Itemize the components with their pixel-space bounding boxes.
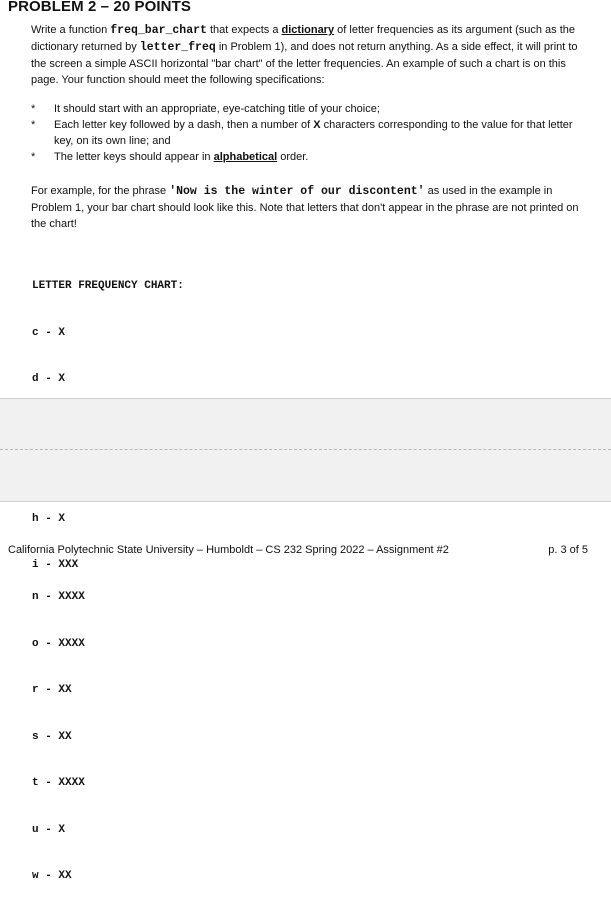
chart-line: h - X (32, 512, 66, 525)
page-footer (8, 543, 588, 557)
dictionary-term: dictionary (281, 24, 335, 36)
chart-line: c - X (32, 326, 66, 339)
chart-line: i - XXX (32, 559, 79, 571)
footer-course: California Polytechnic State University – Humboldt – CS 232 Spring 2022 – Assignment #2 (8, 544, 449, 556)
chart-line: t - XXXX (32, 777, 85, 789)
page-break (0, 398, 611, 502)
letter-freq-name: letter_freq (139, 41, 216, 54)
chart-title: LETTER FREQUENCY CHART: (32, 280, 184, 292)
chart-line: s - XX (32, 730, 72, 743)
chart-line: r - XX (32, 684, 72, 696)
chart-line: w - XX (32, 870, 72, 882)
function-name: freq_bar_chart (110, 24, 207, 37)
example-phrase: 'Now is the winter of our discontent' (169, 185, 425, 198)
list-item: * Each letter key followed by a dash, then a number of X characters corresponding to the value for that letter key, on its own line; and (31, 119, 573, 147)
chart-line: u - X (32, 823, 66, 836)
bullet-icon: * (31, 119, 36, 131)
chart-bottom (32, 559, 85, 900)
bullet-icon: * (31, 103, 36, 115)
bullet-icon: * (31, 151, 36, 163)
problem-title: PROBLEM 2 – 20 POINTS (8, 0, 191, 15)
list-item: * The letter keys should appear in alphabetical order. (31, 151, 309, 163)
list-item: * It should start with an appropriate, eye-catching title of your choice; (31, 103, 380, 115)
chart-line: n - XXXX (32, 591, 85, 603)
page-number: p. 3 of 5 (548, 544, 588, 556)
intro-paragraph: Write a function freq_bar_chart that expects a dictionary of letter frequencies as its argument (such as the dictionary returned by letter_freq in Problem 1), and does not return anything. As a side effect, it will print to the screen a simple ASCII horizontal "bar chart" of the letter frequencies. An example of such a chart is on this page. Your function should meet the following specifications: (31, 24, 578, 86)
page-divider (0, 449, 611, 450)
chart-line: d - X (32, 373, 66, 385)
spec-list (31, 101, 581, 165)
chart-line: o - XXXX (32, 637, 85, 650)
example-paragraph: For example, for the phrase 'Now is the winter of our discontent' as used in the example in Problem 1, your bar chart should look like this. Note that letters that don't appear in the phrase are not printed on the chart! (31, 185, 579, 230)
